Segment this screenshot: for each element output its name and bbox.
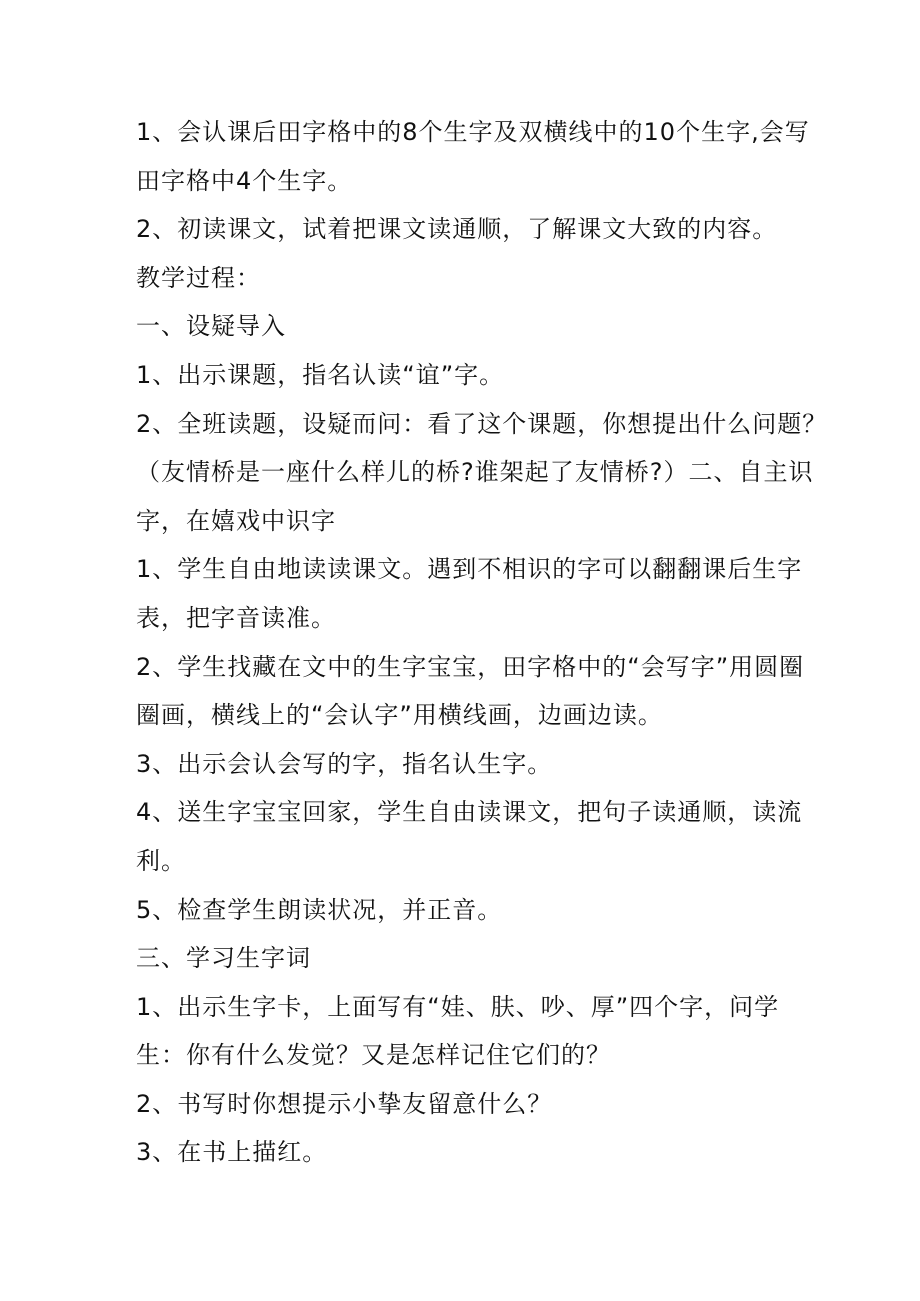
text-line: （友情桥是一座什么样儿的桥?谁架起了友情桥?）二、自主识 [136,458,814,487]
text-line: 4、送生字宝宝回家，学生自由读课文，把句子读通顺，读流 [136,798,803,827]
section-heading: 一、设疑导入 [136,312,286,341]
text-line: 1、会认课后田字格中的8个生字及双横线中的10个生字,会写 [136,118,810,146]
text-line: 生：你有什么发觉？又是怎样记住它们的？ [136,1041,611,1070]
text-line: 2、书写时你想提示小挚友留意什么？ [136,1089,553,1118]
text-line: 表，把字音读准。 [136,603,336,632]
text-line: 圈画，横线上的“会认字”用横线画，边画边读。 [136,701,663,730]
text-line: 2、初读课文，试着把课文读通顺，了解课文大致的内容。 [136,215,778,244]
section-heading: 教学过程： [136,263,261,292]
text-line: 利。 [136,846,186,875]
text-line: 3、在书上描红。 [136,1138,328,1167]
document-body [136,108,828,1177]
text-line: 2、全班读题，设疑而问：看了这个课题，你想提出什么问题？ [136,409,828,438]
text-line: 5、检查学生朗读状况，并正音。 [136,895,503,924]
text-line: 字，在嬉戏中识字 [136,506,336,535]
section-heading: 三、学习生字词 [136,944,311,973]
text-line: 1、出示生字卡，上面写有“娃、肤、吵、厚”四个字，问学 [136,992,780,1021]
text-line: 3、出示会认会写的字，指名认生字。 [136,749,553,778]
text-line: 1、出示课题，指名认读“谊”字。 [136,360,505,389]
text-line: 1、学生自由地读读课文。遇到不相识的字可以翻翻课后生字 [136,555,803,584]
text-line: 田字格中4个生字。 [136,166,353,195]
text-line: 2、学生找藏在文中的生字宝宝，田字格中的“会写字”用圆圈 [136,652,805,681]
